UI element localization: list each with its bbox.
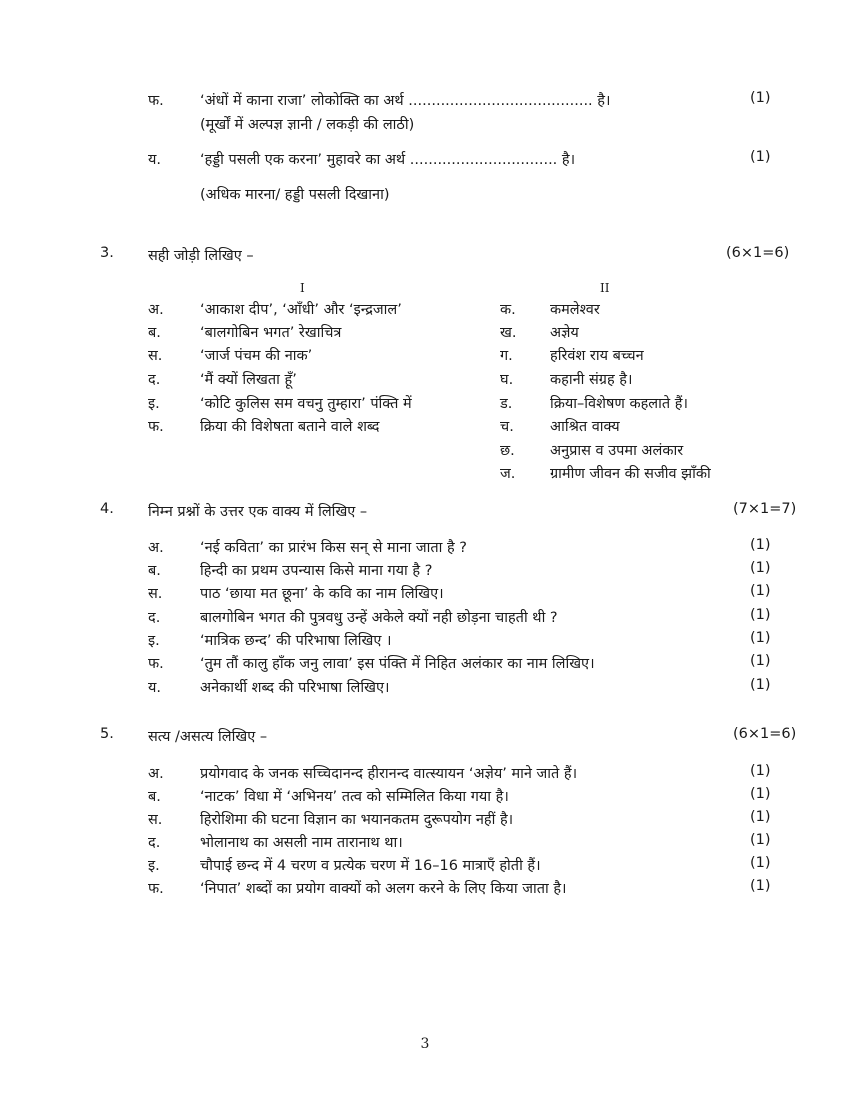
item-marks: (1) [750, 537, 771, 553]
item-label: द. [148, 610, 161, 626]
list-item [0, 463, 850, 485]
question-number: 3. [100, 245, 114, 261]
item-text: ‘नाटक’ विधा में ‘अभिनय’ तत्व को सम्मिलित किया गया है। [200, 789, 509, 805]
item-label: द. [148, 835, 161, 851]
item-label: क. [500, 302, 516, 318]
question-number: 4. [100, 501, 114, 517]
item-label: फ. [148, 881, 164, 897]
question-header [0, 726, 850, 748]
item-label: इ. [148, 858, 160, 874]
question-number: 5. [100, 726, 114, 742]
list-item [0, 630, 850, 652]
item-label: द. [148, 372, 161, 388]
item-marks: (1) [750, 855, 771, 871]
list-item [0, 416, 850, 438]
page-number: 3 [420, 1036, 430, 1052]
item-label: अ. [148, 766, 164, 782]
column-header-1: I [300, 281, 305, 295]
list-item [0, 878, 850, 900]
item-marks: (1) [750, 786, 771, 802]
item-label: ब. [148, 563, 161, 579]
question-title: निम्न प्रश्नों के उत्तर एक वाक्य में लिखिए – [148, 504, 368, 520]
list-item-options [0, 184, 850, 206]
item-text: अनेकार्थी शब्द की परिभाषा लिखिए। [200, 680, 390, 696]
list-item [0, 440, 850, 462]
item-marks: (1) [750, 832, 771, 848]
item-label: ब. [148, 789, 161, 805]
item-text: ‘जार्ज पंचम की नाक’ [200, 348, 313, 364]
item-label: अ. [148, 302, 164, 318]
item-text: आश्रित वाक्य [550, 419, 620, 435]
item-label: स. [148, 348, 163, 364]
item-text: ‘बालगोबिन भगत’ रेखाचित्र [200, 325, 342, 341]
item-text: ‘आकाश दीप’, ‘आँधी’ और ‘इन्द्रजाल’ [200, 302, 402, 318]
item-text: ‘हड्डी पसली एक करना’ मुहावरे का अर्थ ................................ है। [200, 152, 576, 168]
item-text: ‘अंधों में काना राजा’ लोकोक्ति का अर्थ ........................................ है। [200, 93, 611, 109]
question-title: सत्य /असत्य लिखिए – [148, 729, 268, 745]
list-item [0, 537, 850, 559]
list-item [0, 369, 850, 391]
item-label: इ. [148, 633, 160, 649]
item-marks: (1) [750, 607, 771, 623]
item-marks: (1) [750, 878, 771, 894]
item-text: बालगोबिन भगत की पुत्रवधु उन्हें अकेले क्यों नही छोड़ना चाहती थी ? [200, 610, 558, 626]
item-label: फ. [148, 93, 164, 109]
item-marks: (1) [750, 809, 771, 825]
item-label: स. [148, 586, 163, 602]
item-marks: (1) [750, 90, 771, 106]
question-header [0, 245, 850, 267]
item-marks: (1) [750, 677, 771, 693]
item-marks: (1) [750, 763, 771, 779]
list-item [0, 149, 850, 171]
list-item [0, 809, 850, 831]
list-item [0, 90, 850, 112]
list-item [0, 345, 850, 367]
item-options: (मूर्खों में अल्पज्ञ ज्ञानी / लकड़ी की लाठी) [200, 117, 415, 133]
question-header [0, 501, 850, 523]
item-text: ‘मात्रिक छन्द’ की परिभाषा लिखिए । [200, 633, 392, 649]
list-item [0, 763, 850, 785]
item-text: ‘मैं क्यों लिखता हूँ’ [200, 372, 297, 388]
item-marks: (1) [750, 583, 771, 599]
list-item [0, 299, 850, 321]
item-marks: (1) [750, 560, 771, 576]
question-title: सही जोड़ी लिखिए – [148, 248, 254, 264]
list-item [0, 607, 850, 629]
question-marks: (7×1=7) [733, 501, 797, 517]
item-text: कमलेश्वर [550, 302, 600, 318]
question-marks: (6×1=6) [733, 726, 797, 742]
item-text: हरिवंश राय बच्चन [550, 348, 644, 364]
item-label: ज. [500, 466, 516, 482]
item-label: य. [148, 152, 162, 168]
item-text: अज्ञेय [550, 325, 579, 341]
item-text: पाठ ‘छाया मत छूना’ के कवि का नाम लिखिए। [200, 586, 444, 602]
list-item-options [0, 114, 850, 136]
list-item [0, 560, 850, 582]
item-label: ड. [500, 396, 513, 412]
column-header-2: II [600, 281, 610, 295]
list-item [0, 322, 850, 344]
list-item [0, 855, 850, 877]
item-marks: (1) [750, 630, 771, 646]
item-text: ‘नई कविता’ का प्रारंभ किस सन् से माना जाता है ? [200, 540, 467, 556]
item-text: ‘कोटि कुलिस सम वचनु तुम्हारा’ पंक्ति में [200, 396, 412, 412]
item-text: हिरोशिमा की घटना विज्ञान का भयानकतम दुरूपयोग नहीं है। [200, 812, 514, 828]
list-item [0, 393, 850, 415]
item-text: ग्रामीण जीवन की सजीव झाँकी [550, 466, 711, 482]
item-label: फ. [148, 419, 164, 435]
item-options: (अधिक मारना/ हड्डी पसली दिखाना) [200, 187, 390, 203]
item-marks: (1) [750, 653, 771, 669]
item-text: अनुप्रास व उपमा अलंकार [550, 443, 684, 459]
item-text: क्रिया की विशेषता बताने वाले शब्द [200, 419, 380, 435]
item-text: क्रिया–विशेषण कहलाते हैं। [550, 396, 688, 412]
list-item [0, 677, 850, 699]
item-label: ग. [500, 348, 513, 364]
item-text: भोलानाथ का असली नाम तारानाथ था। [200, 835, 403, 851]
item-label: छ. [500, 443, 515, 459]
list-item [0, 583, 850, 605]
question-marks: (6×1=6) [726, 245, 790, 261]
item-label: य. [148, 680, 162, 696]
item-text: प्रयोगवाद के जनक सच्चिदानन्द हीरानन्द वात्स्यायन ‘अज्ञेय’ माने जाते हैं। [200, 766, 578, 782]
item-label: च. [500, 419, 514, 435]
item-text: कहानी संग्रह है। [550, 372, 633, 388]
list-item [0, 786, 850, 808]
item-label: ब. [148, 325, 161, 341]
item-label: ख. [500, 325, 517, 341]
item-label: इ. [148, 396, 160, 412]
item-text: ‘तुम तौं कालु हाँक जनु लावा’ इस पंक्ति में निहित अलंकार का नाम लिखिए। [200, 656, 595, 672]
item-text: हिन्दी का प्रथम उपन्यास किसे माना गया है ? [200, 563, 433, 579]
list-item [0, 653, 850, 675]
item-text: ‘निपात’ शब्दों का प्रयोग वाक्यों को अलग करने के लिए किया जाता है। [200, 881, 567, 897]
item-label: फ. [148, 656, 164, 672]
item-label: अ. [148, 540, 164, 556]
item-marks: (1) [750, 149, 771, 165]
item-label: स. [148, 812, 163, 828]
item-label: घ. [500, 372, 514, 388]
list-item [0, 832, 850, 854]
item-text: चौपाई छन्द में 4 चरण व प्रत्येक चरण में 16–16 मात्राएँ होती हैं। [200, 858, 541, 874]
